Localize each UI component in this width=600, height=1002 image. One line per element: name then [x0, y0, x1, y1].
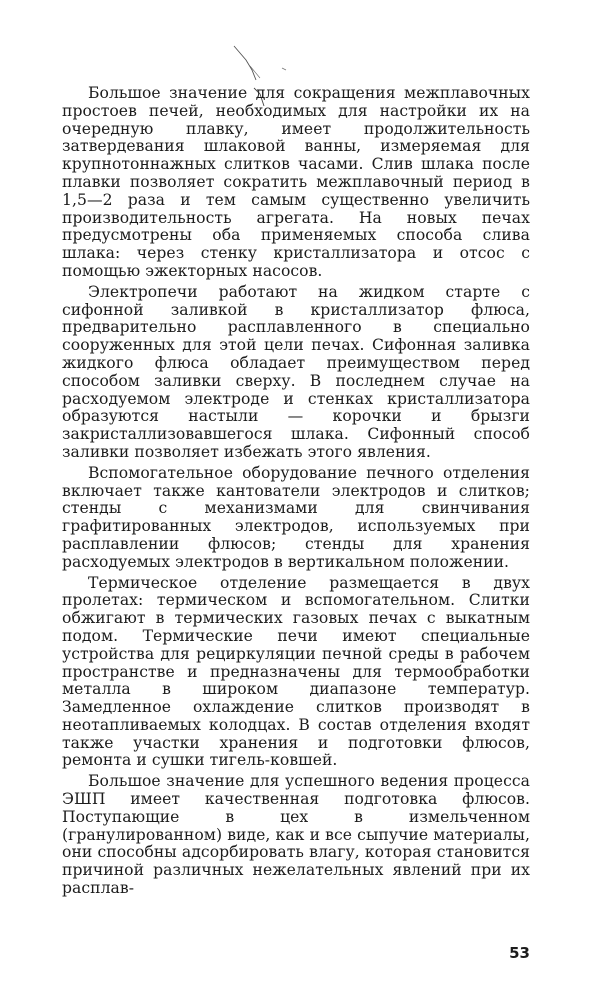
paragraph-2: Электропечи работают на жидком старте с сифонной заливкой в кристаллизатор флюса, предварительно расплавленного в специально сооруженных для этой цели печах. Сифонная заливка жидкого флюса обладает преимуществом перед способом заливки сверху. В последнем случае на расходуемом электроде и стенках кристаллизатора образуются настыли — корочки и брызги закристаллизовавшегося шлака. Сифонный способ заливки позволяет избежать этого явления.	[62, 282, 530, 461]
paragraph-3: Вспомогательное оборудование печного отделения включает также кантователи электродов и слитков; стенды с механизмами для свинчивания графитированных электродов, используемых при расплавлении флюсов; стенды для хранения расходуемых электродов в вертикальном положении.	[62, 463, 530, 571]
body-text	[62, 85, 530, 898]
page-number: 53	[509, 944, 530, 962]
paragraph-5: Большое значение для успешного ведения процесса ЭШП имеет качественная подготовка флюсов. Поступающие в цех в измельченном (гранулированном) виде, как и все сыпучие материалы, они способны адсорбировать влагу, которая становится причиной различных нежелательных явлений при их расплав-	[62, 772, 530, 898]
paragraph-1: Большое значение для сокращения межплавочных простоев печей, необходимых для настройки их на очередную плавку, имеет продолжительность затвердевания шлаковой ванны, измеряемая для крупнотоннажных слитков часами. Слив шлака после плавки позволяет сократить межплавочный период в 1,5—2 раза и тем самым существенно увеличить производительность агрегата. На новых печах предусмотрены оба применяемых способа слива шлака: через стенку кристаллизатора и отсос с помощью эжекторных насосов.	[62, 84, 530, 280]
paragraph-4: Термическое отделение размещается в двух пролетах: термическом и вспомогательном. Слитки обжигают в термических газовых печах с выкатным подом. Термические печи имеют специальные устройства для рециркуляции печной среды в рабочем пространстве и предназначены для термообработки металла в широком диапазоне температур. Замедленное охлаждение слитков производят в неотапливаемых колодцах. В состав отделения входят также участки хранения и подготовки флюсов, ремонта и сушки тигель-ковшей.	[62, 573, 530, 770]
